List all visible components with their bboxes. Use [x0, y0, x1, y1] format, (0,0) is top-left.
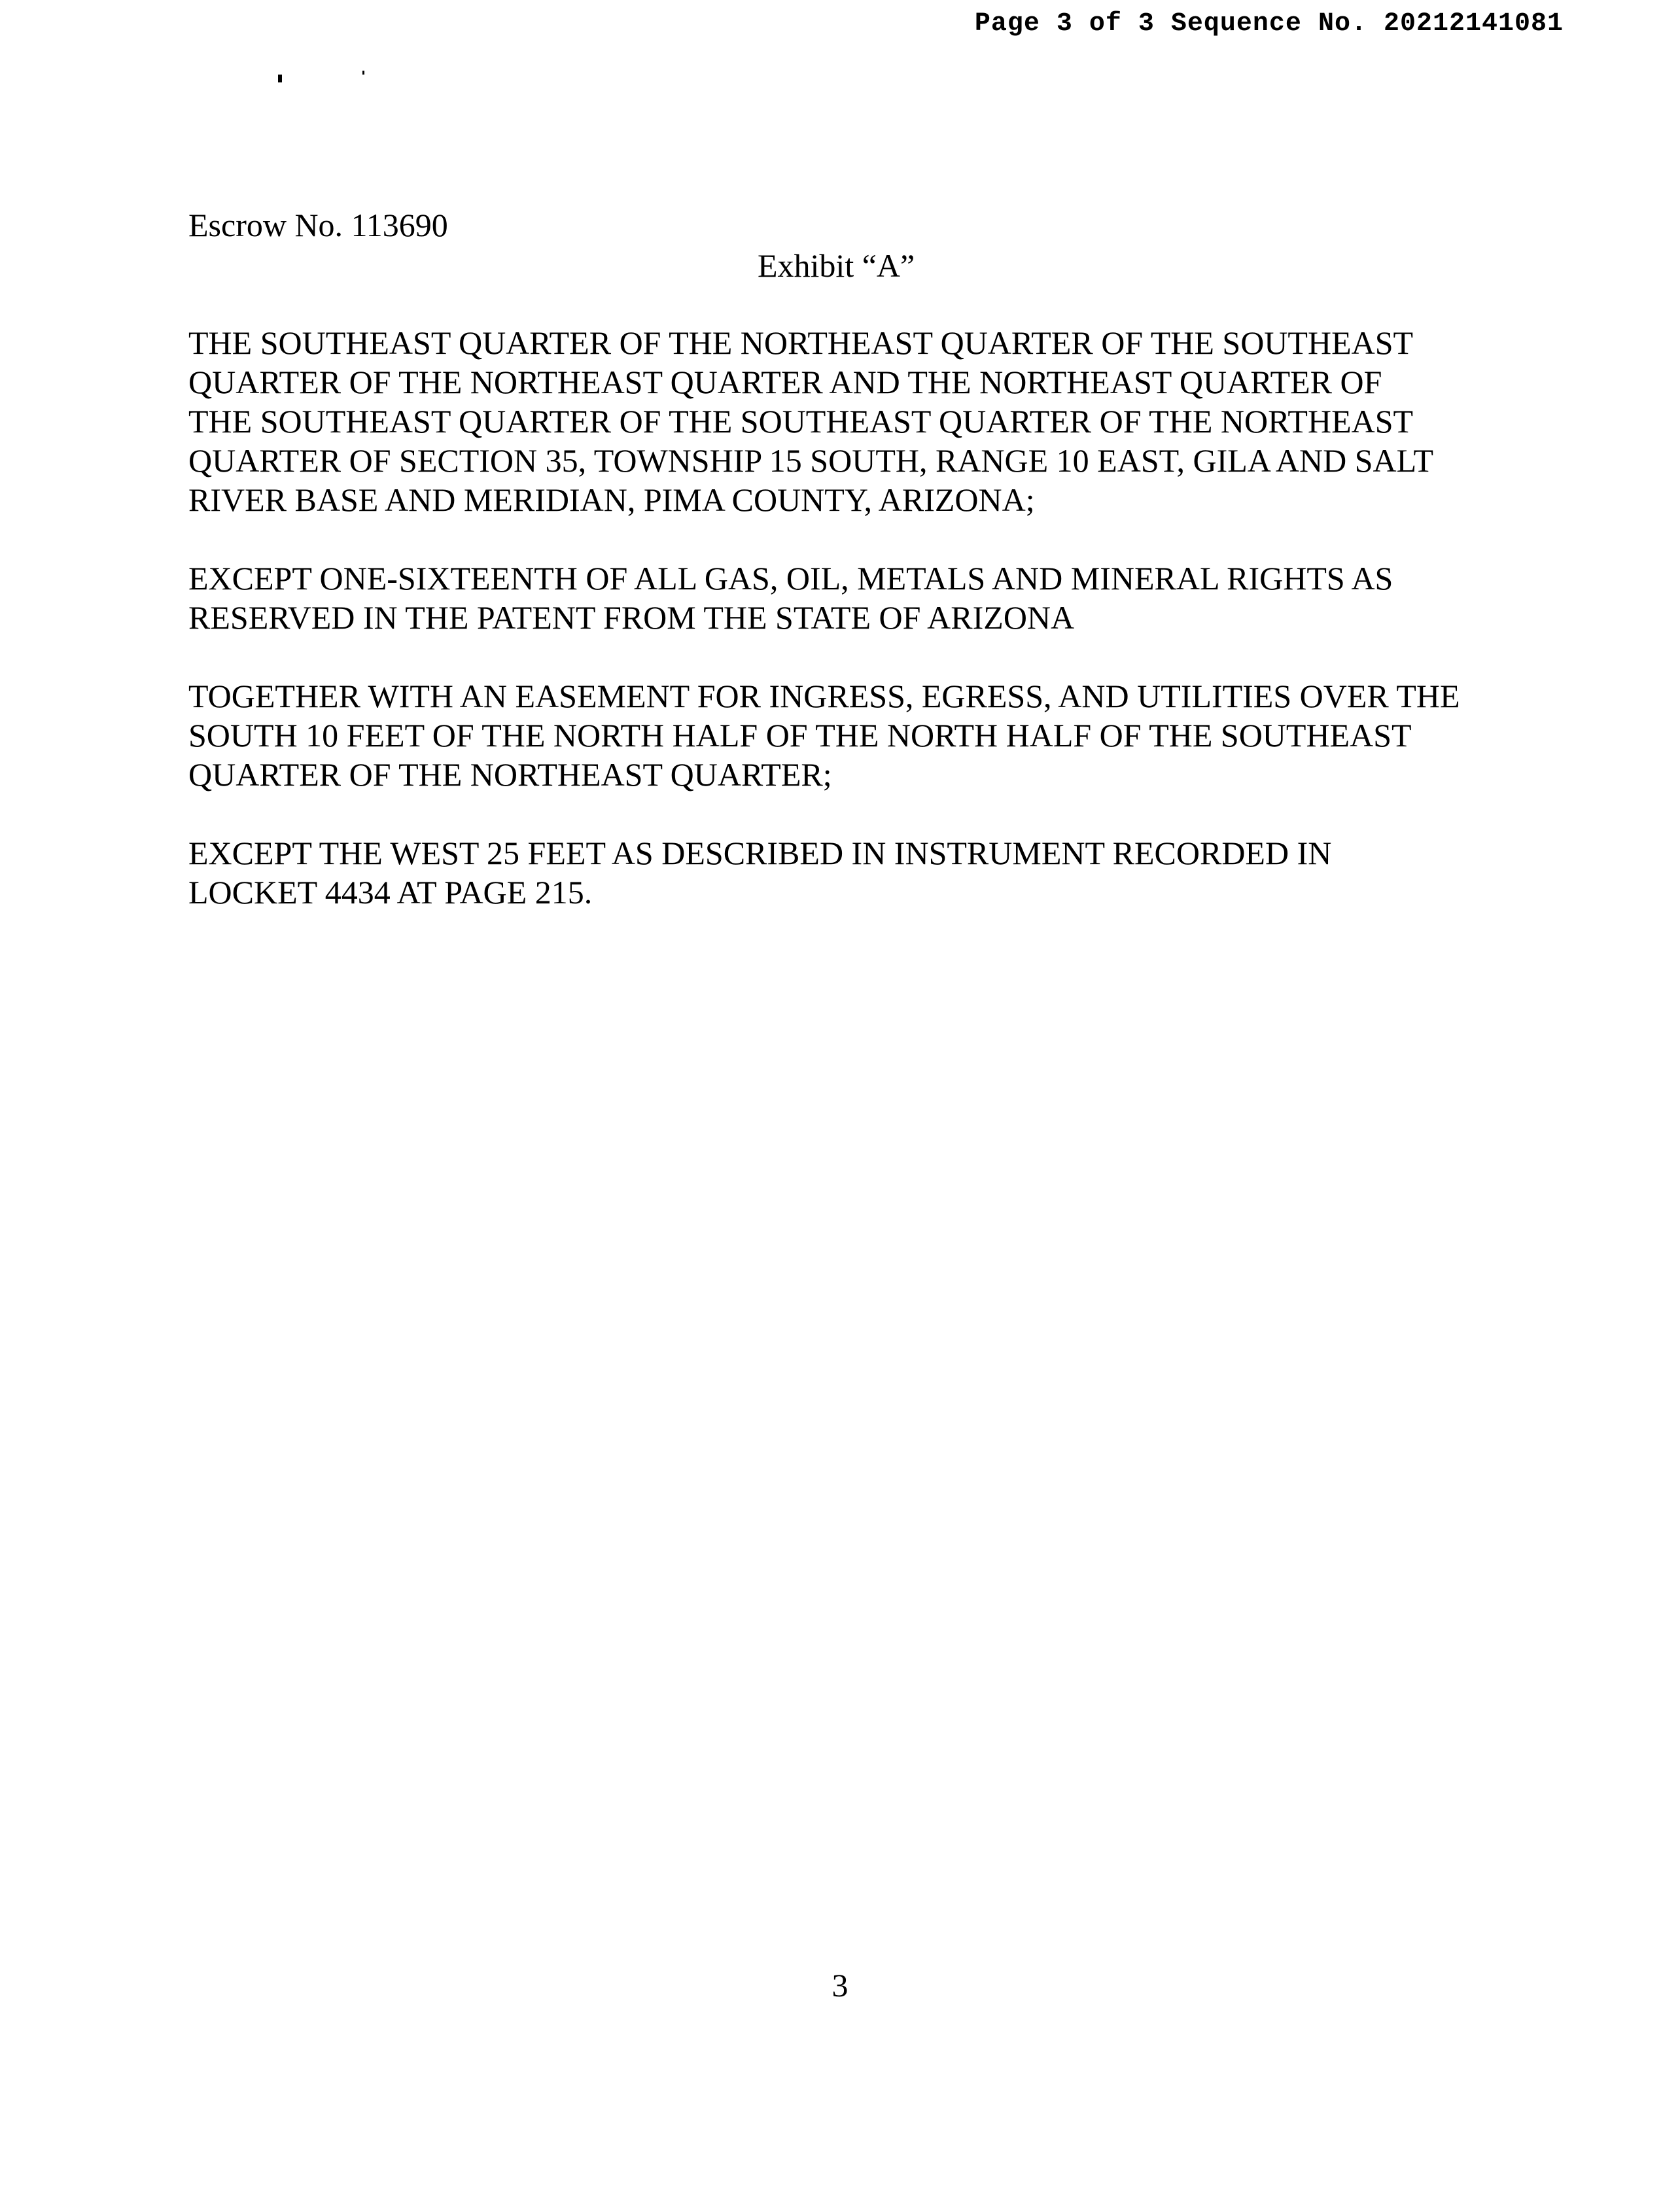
text-line: EXCEPT THE WEST 25 FEET AS DESCRIBED IN INSTRUMENT RECORDED IN: [188, 835, 1332, 871]
text-line: QUARTER OF THE NORTHEAST QUARTER AND THE NORTHEAST QUARTER OF: [188, 364, 1382, 400]
text-line: QUARTER OF SECTION 35, TOWNSHIP 15 SOUTH, RANGE 10 EAST, GILA AND SALT: [188, 442, 1434, 479]
legal-paragraph-parcel: [188, 323, 1523, 519]
text-line: LOCKET 4434 AT PAGE 215.: [188, 874, 593, 911]
exhibit-title: Exhibit “A”: [758, 247, 915, 284]
legal-paragraph-mineral-exception: [188, 559, 1523, 637]
text-line: TOGETHER WITH AN EASEMENT FOR INGRESS, EGRESS, AND UTILITIES OVER THE: [188, 678, 1460, 714]
page-sequence-header: Page 3 of 3 Sequence No. 20212141081: [974, 9, 1564, 39]
text-line: RIVER BASE AND MERIDIAN, PIMA COUNTY, ARIZONA;: [188, 481, 1035, 518]
text-line: THE SOUTHEAST QUARTER OF THE NORTHEAST QUARTER OF THE SOUTHEAST: [188, 324, 1414, 361]
scan-artifact-mark: [362, 71, 364, 75]
scan-artifact-mark: [278, 75, 282, 82]
legal-description: [188, 323, 1523, 951]
escrow-number: Escrow No. 113690: [188, 207, 448, 243]
legal-paragraph-west-exception: [188, 833, 1523, 912]
text-line: RESERVED IN THE PATENT FROM THE STATE OF ARIZONA: [188, 599, 1075, 636]
legal-paragraph-easement: [188, 676, 1523, 794]
page-number: 3: [831, 1967, 849, 2004]
text-line: THE SOUTHEAST QUARTER OF THE SOUTHEAST QUARTER OF THE NORTHEAST: [188, 403, 1414, 440]
text-line: QUARTER OF THE NORTHEAST QUARTER;: [188, 756, 832, 793]
text-line: EXCEPT ONE-SIXTEENTH OF ALL GAS, OIL, METALS AND MINERAL RIGHTS AS: [188, 560, 1393, 597]
text-line: SOUTH 10 FEET OF THE NORTH HALF OF THE NORTH HALF OF THE SOUTHEAST: [188, 717, 1412, 754]
